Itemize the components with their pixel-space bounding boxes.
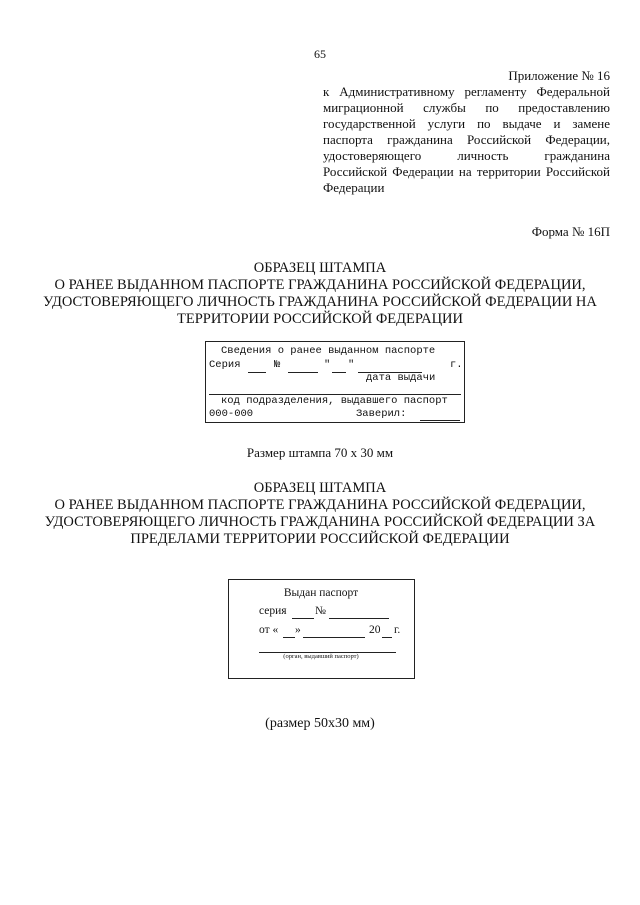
stamp2-heading — [0, 480, 640, 548]
stamp1-year-suffix: г. — [450, 359, 463, 371]
heading-line: ОБРАЗЕЦ ШТАМПА — [253, 260, 387, 276]
stamp1-division-code: 000-000 — [209, 408, 254, 420]
stamp2-size-caption: (размер 50х30 мм) — [265, 716, 375, 731]
signature-blank — [420, 420, 460, 421]
number-blank — [288, 372, 318, 373]
year-blank — [382, 637, 392, 638]
stamp2-authority-label: (орган, выдавший паспорт) — [283, 653, 359, 660]
stamp1-quote-open: " — [324, 359, 331, 371]
stamp1-division-label: код подразделения, выдавшего паспорт — [221, 395, 448, 407]
stamp2-from-label: от « — [259, 624, 279, 636]
series-blank — [248, 372, 266, 373]
stamp1-issue-date-label: дата выдачи — [366, 372, 436, 384]
number-blank — [329, 618, 389, 619]
heading-line: УДОСТОВЕРЯЮЩЕГО ЛИЧНОСТЬ ГРАЖДАНИНА РОССИЙСКОЙ ФЕДЕРАЦИИ ЗА — [44, 514, 596, 530]
form-number: Форма № 16П — [531, 224, 610, 239]
stamp1-quote-close: " — [348, 359, 355, 371]
appendix-body: к Административному регламенту Федеральной миграционной службы по предоставлению государственной услуги по выдаче и замене паспорта гражданина Российской Федерации, удостоверяющего личность гражданина Российской Федерации на территории Российской Федерации — [323, 84, 610, 195]
stamp1-size-caption: Размер штампа 70 х 30 мм — [246, 445, 394, 460]
stamp1-box — [205, 341, 465, 423]
stamp2-box — [228, 579, 415, 679]
series-blank — [292, 618, 314, 619]
stamp1-heading — [0, 260, 640, 328]
heading-line: УДОСТОВЕРЯЮЩЕГО ЛИЧНОСТЬ ГРАЖДАНИНА РОССИЙСКОЙ ФЕДЕРАЦИИ НА — [43, 294, 597, 310]
stamp1-certified-label: Заверил: — [356, 408, 407, 420]
stamp2-quote-close: » — [295, 624, 301, 636]
stamp2-title: Выдан паспорт — [283, 587, 359, 599]
stamp1-series-label: Серия — [209, 359, 241, 371]
heading-line: О РАНЕЕ ВЫДАННОМ ПАСПОРТЕ ГРАЖДАНИНА РОССИЙСКОЙ ФЕДЕРАЦИИ, — [54, 277, 586, 293]
stamp2-year-prefix: 20 — [369, 624, 381, 636]
day-blank — [283, 637, 295, 638]
page-number: 65 — [314, 47, 326, 61]
stamp1-title: Сведения о ранее выданном паспорте — [221, 345, 436, 357]
stamp1-number-sign: № — [274, 359, 281, 371]
heading-line: ПРЕДЕЛАМИ ТЕРРИТОРИИ РОССИЙСКОЙ ФЕДЕРАЦИИ — [130, 531, 510, 547]
stamp2-series-label: серия — [259, 605, 287, 617]
day-blank — [332, 372, 346, 373]
stamp2-year-suffix: г. — [394, 624, 401, 636]
heading-line: ОБРАЗЕЦ ШТАМПА — [253, 480, 387, 496]
heading-line: О РАНЕЕ ВЫДАННОМ ПАСПОРТЕ ГРАЖДАНИНА РОССИЙСКОЙ ФЕДЕРАЦИИ, — [54, 497, 586, 513]
appendix-title: Приложение № 16 — [508, 68, 610, 83]
month-blank — [303, 637, 365, 638]
heading-line: ТЕРРИТОРИИ РОССИЙСКОЙ ФЕДЕРАЦИИ — [177, 311, 463, 327]
stamp2-number-sign: № — [315, 605, 326, 617]
